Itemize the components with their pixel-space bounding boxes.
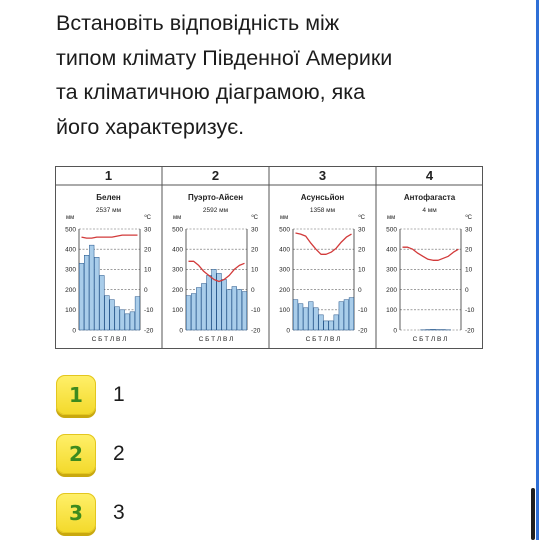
city-name: Антофагаста [403,193,456,202]
month-labels: С Б Т Л В Л [91,336,127,343]
left-tick-label: 0 [72,327,76,335]
climate-diagrams-figure [55,166,483,349]
left-tick-label: 0 [393,327,397,335]
right-tick-label: -20 [251,327,261,335]
left-axis-unit: мм [66,215,75,221]
question-text [56,6,496,144]
left-tick-label: 500 [279,226,290,234]
precipitation-bar [293,300,298,330]
question-line: та кліматичною діаграмою, яка [56,80,366,104]
answer-option-3[interactable] [56,491,256,535]
left-tick-label: 300 [172,266,183,274]
precipitation-bar [110,300,115,330]
precipitation-bar [232,287,237,330]
month-labels: С Б Т Л В Л [305,336,341,343]
right-tick-label: 0 [144,286,148,294]
precipitation-bar [130,312,135,330]
precipitation-bar [222,280,227,331]
answer-badge-1[interactable]: 1 [56,375,96,415]
right-tick-label: 20 [465,246,473,254]
right-tick-label: 0 [465,286,469,294]
left-tick-label: 100 [65,307,76,315]
right-axis-unit: ºC [465,215,472,221]
right-tick-label: -10 [144,307,154,315]
left-axis-unit: мм [387,215,396,221]
precipitation-bar [303,308,308,330]
left-tick-label: 500 [386,226,397,234]
right-tick-label: 20 [358,246,366,254]
column-number: 4 [425,168,434,183]
precipitation-bar [242,292,247,330]
column-number: 3 [318,168,327,183]
left-tick-label: 200 [65,286,76,294]
precipitation-bar [227,290,232,330]
precipitation-bar [349,298,354,330]
right-tick-label: 20 [251,246,259,254]
precipitation-bar [207,275,212,330]
precipitation-bar [89,245,94,330]
precipitation-bar [319,315,324,330]
left-tick-label: 400 [279,246,290,254]
city-name: Асунсьйон [300,193,345,202]
left-tick-label: 200 [386,286,397,294]
precipitation-bar [100,275,105,330]
left-tick-label: 100 [386,307,397,315]
precipitation-bar [431,329,436,330]
precipitation-bar [201,284,206,330]
right-tick-label: 0 [251,286,255,294]
answer-badge-3[interactable]: 3 [56,493,96,533]
right-tick-label: 30 [251,226,259,234]
question-line: Встановіть відповідність між [56,11,340,35]
precipitation-bar [120,310,125,330]
question-line: типом клімату Південної Америки [56,45,393,70]
left-tick-label: 100 [172,307,183,315]
right-tick-label: -20 [465,327,475,335]
annual-precipitation: 2537 мм [95,207,122,214]
left-tick-label: 200 [279,286,290,294]
answer-text-1: 1 [113,383,125,406]
precipitation-bar [94,257,99,330]
precipitation-bar [298,304,303,330]
left-tick-label: 400 [172,246,183,254]
right-tick-label: -10 [251,307,261,315]
left-tick-label: 500 [65,226,76,234]
left-tick-label: 300 [65,266,76,274]
left-tick-label: 100 [279,307,290,315]
precipitation-bar [84,255,89,330]
scrollbar-thumb[interactable] [531,488,535,540]
annual-precipitation: 4 мм [422,207,437,214]
right-axis-unit: ºC [358,215,365,221]
annual-precipitation: 2592 мм [202,207,229,214]
left-tick-label: 300 [386,266,397,274]
left-axis-unit: мм [173,215,182,221]
right-tick-label: -10 [465,307,475,315]
right-tick-label: -10 [358,307,368,315]
precipitation-bar [237,290,242,330]
precipitation-bar [329,321,334,330]
answer-badge-2[interactable]: 2 [56,434,96,474]
precipitation-bar [344,300,349,330]
left-tick-label: 500 [172,226,183,234]
precipitation-bar [196,288,201,330]
right-tick-label: -20 [144,327,154,335]
right-tick-label: 10 [251,266,259,274]
right-axis-unit: ºC [251,215,258,221]
right-tick-label: 30 [358,226,366,234]
precipitation-bar [308,302,313,330]
left-tick-label: 0 [179,327,183,335]
right-tick-label: 0 [358,286,362,294]
left-axis-unit: мм [280,215,289,221]
question-line: його характеризує. [56,114,245,139]
right-tick-label: 10 [465,266,473,274]
column-number: 1 [104,168,113,183]
answer-option-1[interactable] [56,373,256,417]
precipitation-bar [135,297,140,330]
precipitation-bar [125,314,130,330]
left-tick-label: 400 [386,246,397,254]
month-labels: С Б Т Л В Л [198,336,234,343]
precipitation-bar [339,302,344,330]
right-tick-label: 10 [144,266,152,274]
precipitation-bar [324,321,329,330]
answer-text-3: 3 [113,501,125,524]
precipitation-bar [186,296,191,330]
precipitation-bar [334,315,339,330]
precipitation-bar [314,308,319,330]
precipitation-bar [105,296,110,330]
right-tick-label: 20 [144,246,152,254]
left-tick-label: 0 [286,327,290,335]
precipitation-bar [191,294,196,330]
precipitation-bar [115,307,120,330]
left-tick-label: 200 [172,286,183,294]
annual-precipitation: 1358 мм [309,207,336,214]
answer-text-2: 2 [113,442,125,465]
right-axis-unit: ºC [144,215,151,221]
city-name: Белен [96,193,121,202]
right-tick-label: 30 [465,226,473,234]
left-tick-label: 400 [65,246,76,254]
answer-option-2[interactable] [56,432,256,476]
right-tick-label: 30 [144,226,152,234]
left-tick-label: 300 [279,266,290,274]
column-number: 2 [211,168,220,183]
precipitation-bar [79,263,84,330]
right-tick-label: -20 [358,327,368,335]
month-labels: С Б Т Л В Л [412,336,448,343]
city-name: Пуэрто-Айсен [187,193,244,202]
right-tick-label: 10 [358,266,366,274]
